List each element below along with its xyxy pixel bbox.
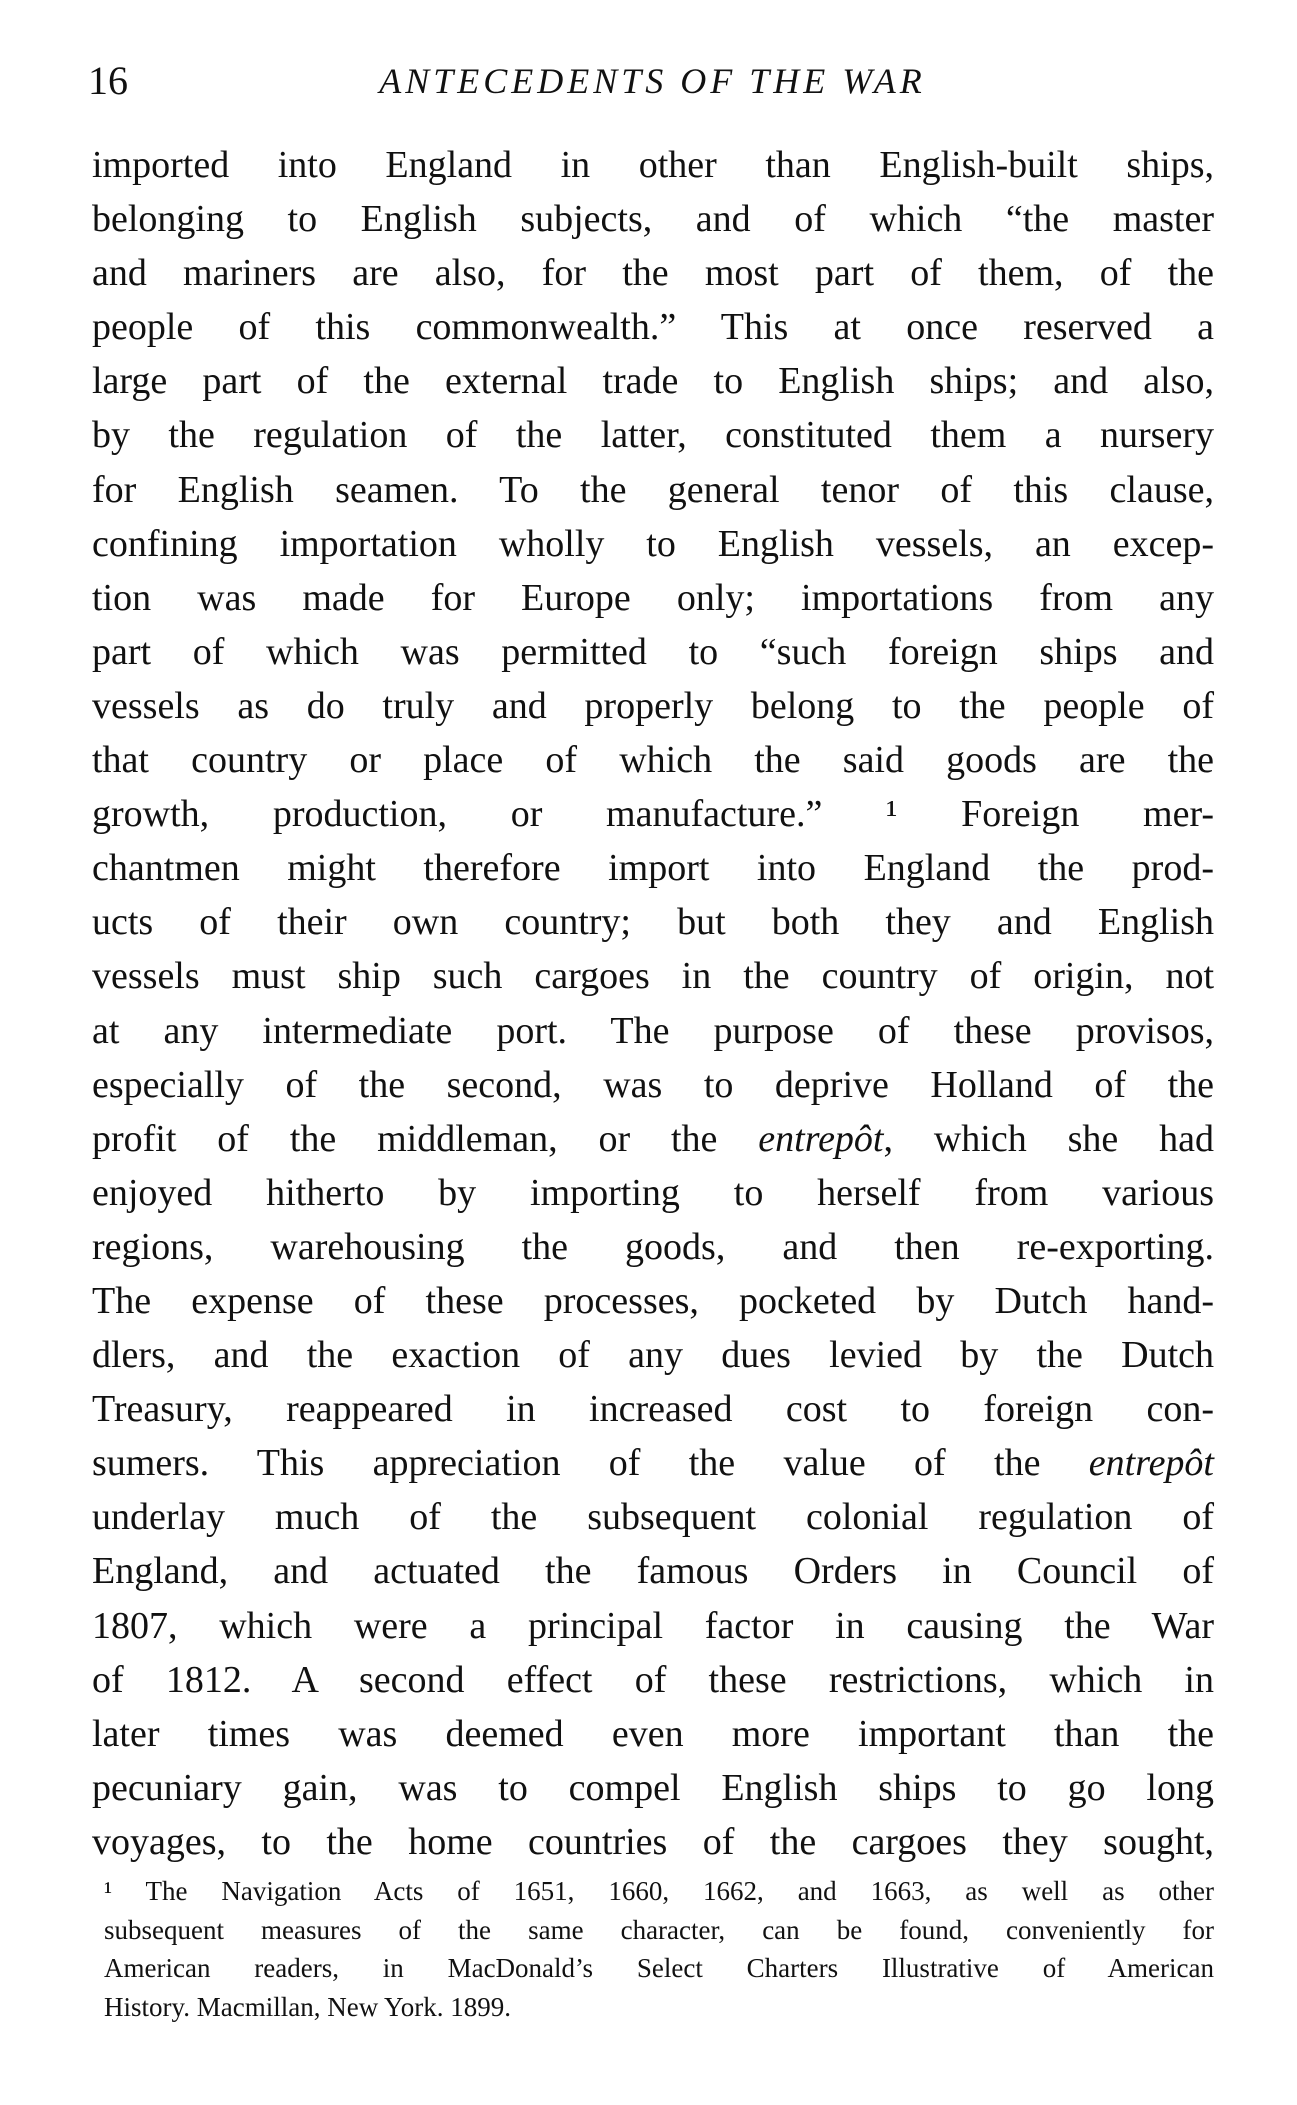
text-line: growth, production, or manufacture.” ¹ Foreign mer-	[92, 793, 1214, 836]
text-line: voyages, to the home countries of the cargoes they sought,	[92, 1820, 1214, 1863]
text-line: part of which was permitted to “such foreign ships and	[92, 630, 1214, 673]
text-line: sumers. This appreciation of the value of the entrepôt	[92, 1442, 1214, 1485]
text-line: regions, warehousing the goods, and then re-exporting.	[92, 1225, 1214, 1268]
text-line: enjoyed hitherto by importing to herself from various	[92, 1171, 1214, 1214]
text-line: of 1812. A second effect of these restrictions, which in	[92, 1658, 1214, 1701]
footnote-line: subsequent measures of the same character, can be found, conveniently for	[104, 1914, 1214, 1945]
text-line: people of this commonwealth.” This at once reserved a	[92, 306, 1214, 349]
text-line: underlay much of the subsequent colonial regulation of	[92, 1496, 1214, 1539]
text-line: for English seamen. To the general tenor of this clause,	[92, 468, 1214, 511]
text-line: pecuniary gain, was to compel English ships to go long	[92, 1766, 1214, 1809]
text-line: chantmen might therefore import into England the prod-	[92, 847, 1214, 890]
text-line: profit of the middleman, or the entrepôt, which she had	[92, 1117, 1214, 1160]
text-line: 1807, which were a principal factor in causing the War	[92, 1604, 1214, 1647]
body-text	[92, 138, 1214, 1869]
text-line: imported into England in other than English-built ships,	[92, 144, 1214, 186]
text-line: at any intermediate port. The purpose of these provisos,	[92, 1009, 1214, 1052]
footnote	[104, 1872, 1214, 2026]
page-number: 16	[88, 58, 128, 103]
text-line: confining importation wholly to English vessels, an excep-	[92, 522, 1214, 565]
text-line: dlers, and the exaction of any dues levied by the Dutch	[92, 1334, 1214, 1377]
text-line: England, and actuated the famous Orders in Council of	[92, 1550, 1214, 1593]
text-line: large part of the external trade to English ships; and also,	[92, 360, 1214, 403]
text-line: ucts of their own country; but both they and English	[92, 901, 1214, 944]
text-line: The expense of these processes, pocketed by Dutch hand-	[92, 1279, 1214, 1322]
page-header	[88, 56, 1217, 106]
running-title: ANTECEDENTS OF THE WAR	[379, 61, 926, 101]
footnote-line: ¹ The Navigation Acts of 1651, 1660, 1662, and 1663, as well as other	[104, 1876, 1214, 1906]
text-line: and mariners are also, for the most part of them, of the	[92, 252, 1214, 295]
footnote-line: American readers, in MacDonald’s Select Charters Illustrative of American	[104, 1953, 1214, 1983]
text-line: especially of the second, was to deprive Holland of the	[92, 1063, 1214, 1106]
text-line: that country or place of which the said goods are the	[92, 739, 1214, 782]
text-line: Treasury, reappeared in increased cost to foreign con-	[92, 1388, 1214, 1431]
text-line: vessels as do truly and properly belong to the people of	[92, 684, 1214, 727]
text-line: tion was made for Europe only; importations from any	[92, 576, 1214, 619]
text-line: later times was deemed even more important than the	[92, 1712, 1214, 1755]
text-line: vessels must ship such cargoes in the country of origin, not	[92, 955, 1214, 998]
text-line: by the regulation of the latter, constituted them a nursery	[92, 414, 1214, 457]
text-line: belonging to English subjects, and of which “the master	[92, 198, 1214, 241]
footnote-line: History. Macmillan, New York. 1899.	[104, 1991, 511, 2022]
